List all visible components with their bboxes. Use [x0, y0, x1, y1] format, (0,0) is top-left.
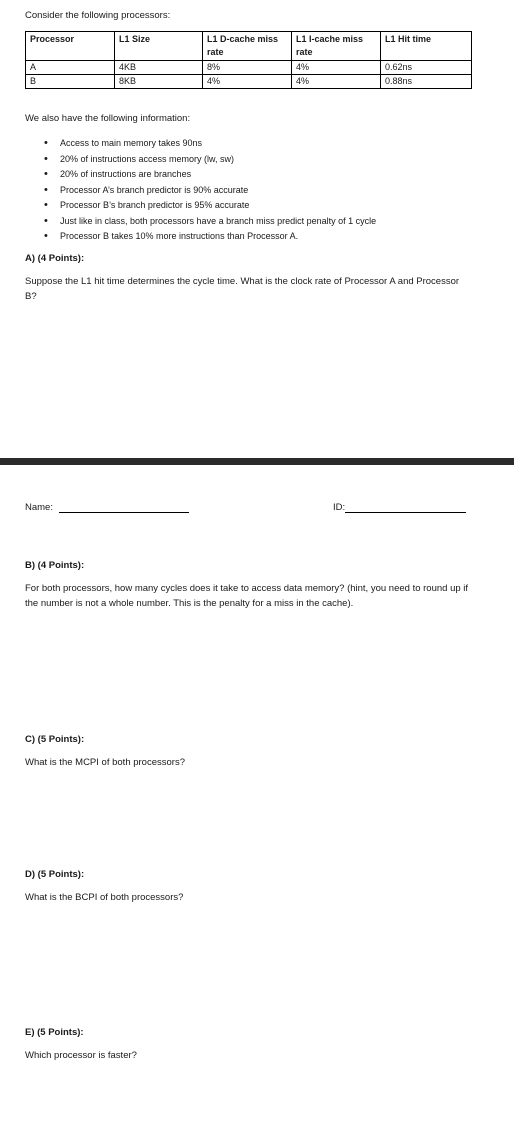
header-l1-size: L1 Size	[115, 32, 203, 61]
list-item: • Processor B takes 10% more instructions than Processor A.	[44, 229, 376, 245]
header-hit-time: L1 Hit time	[381, 32, 472, 61]
table-header-row	[26, 32, 472, 61]
table-cell: 0.62ns	[381, 61, 472, 75]
table-row	[26, 61, 472, 75]
question-a-text: Suppose the L1 hit time determines the cycle time. What is the clock rate of Processor A and Processor B?	[25, 276, 460, 302]
table-cell: A	[26, 61, 115, 75]
processor-table	[25, 31, 472, 89]
table-cell: 8%	[203, 61, 292, 75]
header-processor: Processor	[26, 32, 115, 61]
name-label: Name:	[25, 502, 53, 513]
name-blank-line	[59, 512, 189, 513]
table-cell: 0.88ns	[381, 75, 472, 89]
table-cell: 4%	[203, 75, 292, 89]
id-label: ID:	[333, 502, 346, 513]
question-d-title: D) (5 Points):	[25, 869, 85, 880]
table-cell: 4%	[292, 61, 381, 75]
table-cell: 4KB	[115, 61, 203, 75]
info-list	[44, 136, 376, 245]
info-heading: We also have the following information:	[25, 113, 191, 124]
list-item: • Processor B’s branch predictor is 95% accurate	[44, 198, 376, 214]
list-item: • 20% of instructions access memory (lw, sw)	[44, 152, 376, 168]
question-a-title: A) (4 Points):	[25, 253, 85, 264]
table-row	[26, 75, 472, 89]
intro-text: Consider the following processors:	[25, 10, 171, 21]
question-b-title: B) (4 Points):	[25, 560, 85, 571]
question-c-title: C) (5 Points):	[25, 734, 85, 745]
table-cell: 8KB	[115, 75, 203, 89]
list-item: • Access to main memory takes 90ns	[44, 136, 376, 152]
header-icache-miss-rate: L1 I-cache miss rate	[292, 32, 381, 61]
question-d-text: What is the BCPI of both processors?	[25, 892, 184, 903]
question-e-text: Which processor is faster?	[25, 1050, 137, 1061]
header-dcache-miss-rate: L1 D-cache miss rate	[203, 32, 292, 61]
question-e-title: E) (5 Points):	[25, 1027, 84, 1038]
question-c-text: What is the MCPI of both processors?	[25, 757, 185, 768]
list-item: • Just like in class, both processors have a branch miss predict penalty of 1 cycle	[44, 214, 376, 230]
question-b-text: For both processors, how many cycles does it take to access data memory? (hint, you need to round up if the number is not a whole number. This is the penalty for a miss in the cache).	[25, 583, 469, 609]
table-cell: 4%	[292, 75, 381, 89]
table-cell: B	[26, 75, 115, 89]
id-blank-line	[345, 512, 466, 513]
list-item: • Processor A’s branch predictor is 90% accurate	[44, 183, 376, 199]
list-item: • 20% of instructions are branches	[44, 167, 376, 183]
page-divider	[0, 458, 514, 465]
